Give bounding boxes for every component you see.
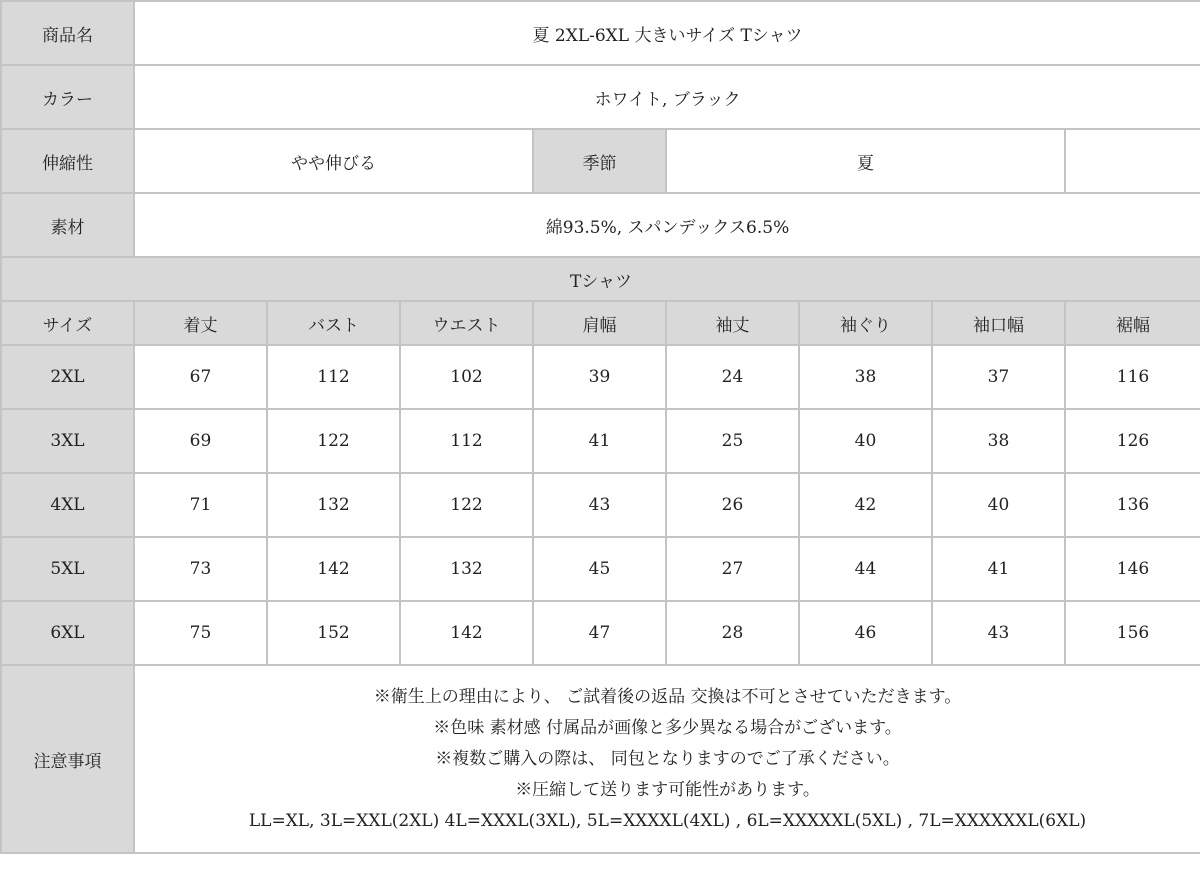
size-cell: 132 — [400, 537, 533, 601]
product-name-label: 商品名 — [1, 1, 134, 65]
size-cell: 44 — [799, 537, 932, 601]
header-armhole: 袖ぐり — [799, 301, 932, 345]
row-material — [1, 193, 1200, 257]
header-length: 着丈 — [134, 301, 267, 345]
size-name: 3XL — [1, 409, 134, 473]
size-cell: 37 — [932, 345, 1065, 409]
size-name: 5XL — [1, 537, 134, 601]
notes-line: ※色味 素材感 付属品が画像と多少異なる場合がございます。 — [433, 717, 902, 738]
size-row — [1, 409, 1200, 473]
header-bust: バスト — [267, 301, 400, 345]
size-cell: 45 — [533, 537, 666, 601]
notes-line: ※圧縮して送ります可能性があります。 — [515, 779, 820, 800]
size-row — [1, 473, 1200, 537]
notes-line: LL=XL, 3L=XXL(2XL) 4L=XXXL(3XL), 5L=XXXXL(4XL) , 6L=XXXXXL(5XL) , 7L=XXXXXXL(6XL) — [248, 810, 1087, 831]
size-cell: 136 — [1065, 473, 1200, 537]
header-size: サイズ — [1, 301, 134, 345]
size-cell: 152 — [267, 601, 400, 665]
size-cell: 116 — [1065, 345, 1200, 409]
size-cell: 102 — [400, 345, 533, 409]
size-row — [1, 601, 1200, 665]
size-name: 4XL — [1, 473, 134, 537]
size-cell: 38 — [932, 409, 1065, 473]
size-cell: 39 — [533, 345, 666, 409]
size-cell: 75 — [134, 601, 267, 665]
size-cell: 156 — [1065, 601, 1200, 665]
size-cell: 67 — [134, 345, 267, 409]
size-cell: 142 — [400, 601, 533, 665]
size-cell: 71 — [134, 473, 267, 537]
row-product-name — [1, 1, 1200, 65]
size-table-title: Tシャツ — [1, 257, 1200, 301]
product-name-value: 夏 2XL-6XL 大きいサイズ Tシャツ — [134, 1, 1200, 65]
size-cell: 40 — [799, 409, 932, 473]
row-notes — [1, 665, 1200, 853]
size-cell: 42 — [799, 473, 932, 537]
size-cell: 69 — [134, 409, 267, 473]
size-name: 2XL — [1, 345, 134, 409]
header-shoulder: 肩幅 — [533, 301, 666, 345]
size-row — [1, 345, 1200, 409]
size-cell: 132 — [267, 473, 400, 537]
material-value: 綿93.5%, スパンデックス6.5% — [134, 193, 1200, 257]
size-cell: 41 — [533, 409, 666, 473]
size-cell: 43 — [932, 601, 1065, 665]
size-cell: 112 — [267, 345, 400, 409]
size-header-row — [1, 301, 1200, 345]
header-hem-width: 裾幅 — [1065, 301, 1200, 345]
row-size-table-title — [1, 257, 1200, 301]
size-cell: 28 — [666, 601, 799, 665]
size-cell: 146 — [1065, 537, 1200, 601]
size-name: 6XL — [1, 601, 134, 665]
size-cell: 43 — [533, 473, 666, 537]
notes-label: 注意事項 — [1, 665, 134, 853]
size-cell: 25 — [666, 409, 799, 473]
season-label: 季節 — [533, 129, 666, 193]
size-cell: 46 — [799, 601, 932, 665]
notes-content — [134, 665, 1200, 853]
header-waist: ウエスト — [400, 301, 533, 345]
color-label: カラー — [1, 65, 134, 129]
size-cell: 73 — [134, 537, 267, 601]
stretch-label: 伸縮性 — [1, 129, 134, 193]
size-cell: 142 — [267, 537, 400, 601]
size-cell: 122 — [400, 473, 533, 537]
notes-line: ※複数ご購入の際は、 同包となりますのでご了承ください。 — [435, 748, 900, 769]
row-stretch-season — [1, 129, 1200, 193]
size-cell: 126 — [1065, 409, 1200, 473]
size-cell: 47 — [533, 601, 666, 665]
header-cuff-width: 袖口幅 — [932, 301, 1065, 345]
size-cell: 38 — [799, 345, 932, 409]
empty-cell — [1065, 129, 1200, 193]
material-label: 素材 — [1, 193, 134, 257]
size-cell: 112 — [400, 409, 533, 473]
notes-line: ※衛生上の理由により、 ご試着後の返品 交換は不可とさせていただきます。 — [373, 686, 962, 707]
size-row — [1, 537, 1200, 601]
color-value: ホワイト, ブラック — [134, 65, 1200, 129]
size-cell: 26 — [666, 473, 799, 537]
stretch-value: やや伸びる — [134, 129, 533, 193]
season-value: 夏 — [666, 129, 1065, 193]
size-cell: 24 — [666, 345, 799, 409]
size-cell: 40 — [932, 473, 1065, 537]
row-color — [1, 65, 1200, 129]
size-cell: 122 — [267, 409, 400, 473]
size-cell: 27 — [666, 537, 799, 601]
size-cell: 41 — [932, 537, 1065, 601]
header-sleeve-length: 袖丈 — [666, 301, 799, 345]
